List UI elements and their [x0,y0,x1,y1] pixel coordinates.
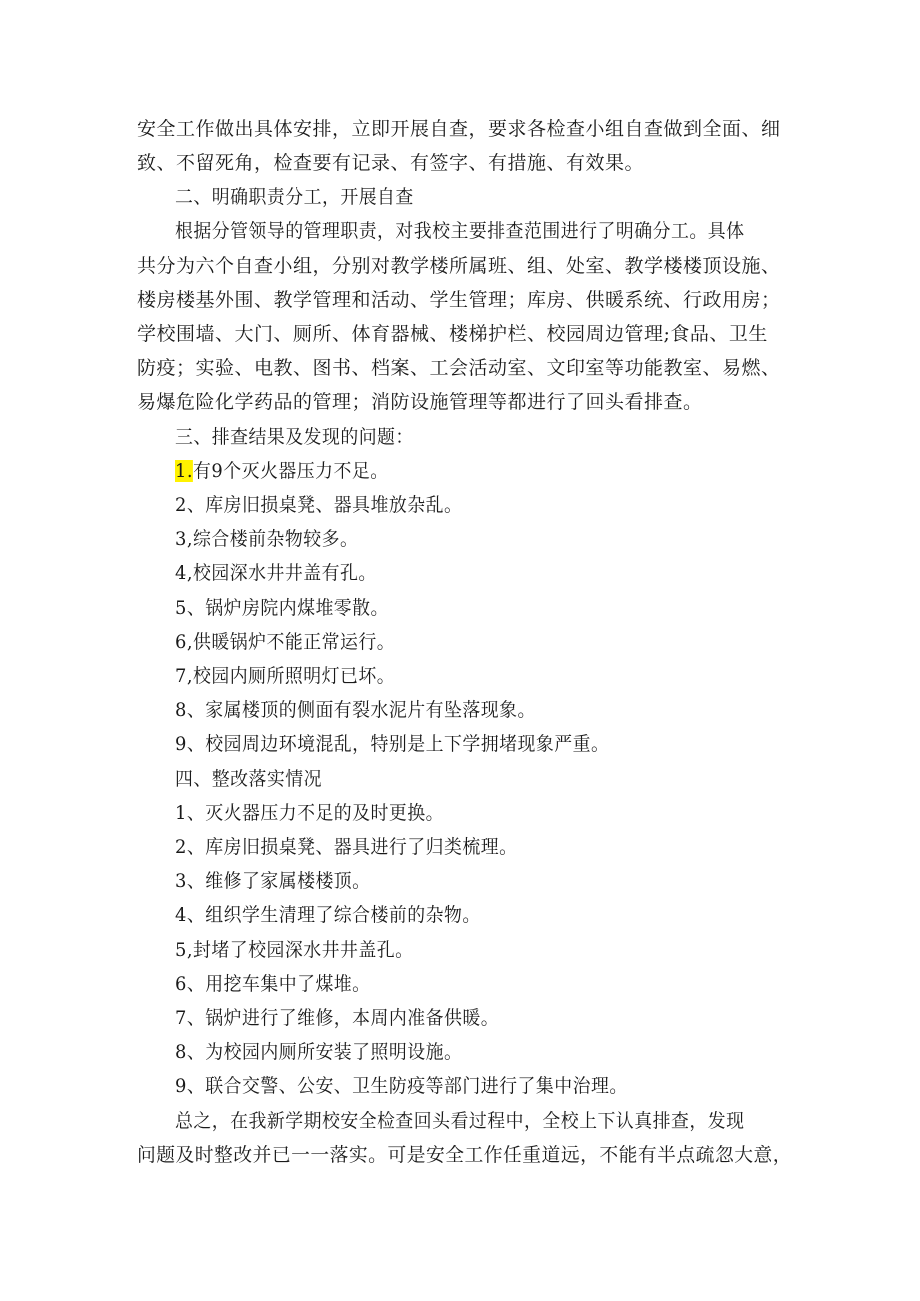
list-item: 8、家属楼顶的侧面有裂水泥片有坠落现象。 [175,699,536,721]
paragraph-line: 共分为六个自查小组，分别对教学楼所属班、组、处室、教学楼楼顶设施、 [137,255,781,277]
paragraph-line: 致、不留死角，检查要有记录、有签字、有措施、有效果。 [137,152,645,174]
list-item: 1、灭火器压力不足的及时更换。 [175,802,445,824]
list-item-text: 有9个灭火器压力不足。 [193,460,389,482]
paragraph-line: 总之，在我新学期校安全检查回头看过程中，全校上下认真排查，发现 [175,1110,745,1132]
paragraph-line: 防疫；实验、电教、图书、档案、工会活动室、文印室等功能教室、易燃、 [137,357,781,379]
list-item: 7,校园内厕所照明灯已坏。 [175,665,396,687]
section-heading: 四、整改落实情况 [175,768,322,790]
list-item: 6,供暖锅炉不能正常运行。 [175,631,396,653]
paragraph-line: 学校围墙、大门、厕所、体育器械、楼梯护栏、校园周边管理;食品、卫生 [137,323,768,345]
list-item: 2、库房旧损桌凳、器具进行了归类梳理。 [175,836,518,858]
list-item: 9、校园周边环境混乱，特别是上下学拥堵现象严重。 [175,733,610,755]
list-item: 4、组织学生清理了综合楼前的杂物。 [175,904,481,926]
list-item: 5,封堵了校园深水井井盖孔。 [175,939,414,961]
list-item: 2、库房旧损桌凳、器具堆放杂乱。 [175,494,463,516]
paragraph-line: 楼房楼基外围、教学管理和活动、学生管理；库房、供暖系统、行政用房； [137,289,781,311]
list-item: 7、锅炉进行了维修，本周内准备供暖。 [175,1007,500,1029]
list-item: 3、维修了家属楼楼顶。 [175,870,371,892]
list-item: 4,校园深水井井盖有孔。 [175,562,377,584]
list-item: 3,综合楼前杂物较多。 [175,528,359,550]
paragraph-line: 安全工作做出具体安排，立即开展自查，要求各检查小组自查做到全面、细 [137,118,781,140]
section-heading: 三、排查结果及发现的问题： [175,426,414,448]
list-item: 9、联合交警、公安、卫生防疫等部门进行了集中治理。 [175,1075,628,1097]
list-item: 6、用挖车集中了煤堆。 [175,973,371,995]
list-item [175,459,792,483]
paragraph-line: 问题及时整改并已一一落实。可是安全工作任重道远，不能有半点疏忽大意， [137,1144,793,1166]
list-item: 8、为校园内厕所安装了照明设施。 [175,1041,463,1063]
highlighted-number: 1. [175,460,194,482]
paragraph-line: 易爆危险化学药品的管理；消防设施管理等都进行了回头看排查。 [137,391,703,413]
paragraph-line: 根据分管领导的管理职责，对我校主要排查范围进行了明确分工。具体 [175,220,745,242]
section-heading: 二、明确职责分工，开展自查 [175,186,414,208]
list-item: 5、锅炉房院内煤堆零散。 [175,597,389,619]
